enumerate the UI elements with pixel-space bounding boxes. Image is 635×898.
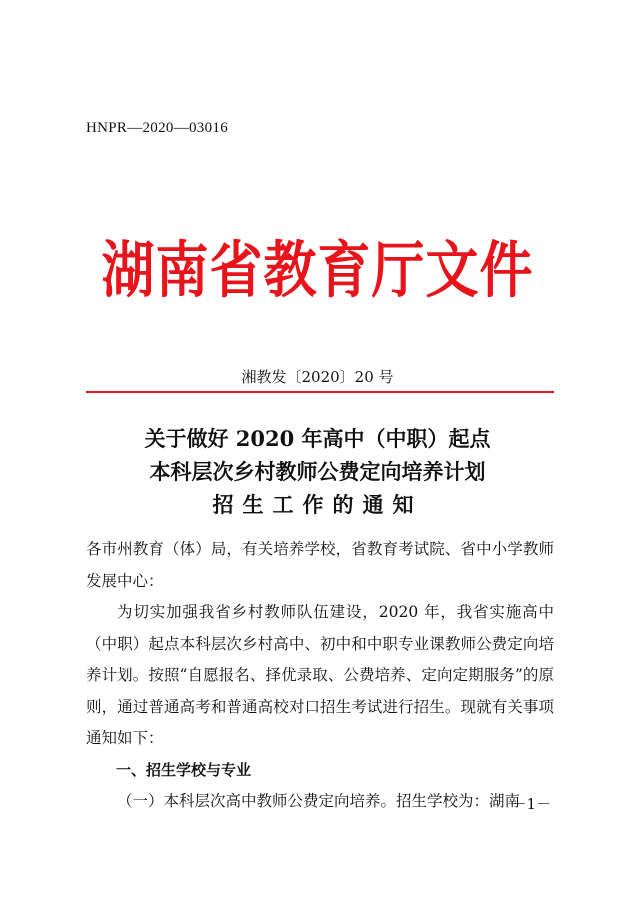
document-code: HNPR—2020—03016	[86, 120, 229, 136]
notice-title	[0, 422, 635, 521]
document-number: 湘教发〔2020〕20 号	[241, 368, 394, 386]
salutation: 各市州教育（体）局，有关培养学校，省教育考试院、省中小学教师发展中心：	[86, 540, 554, 590]
section-heading: 一、招生学校与专业	[116, 760, 252, 779]
notice-body	[86, 534, 554, 818]
title-line-2: 本科层次乡村教师公费定向培养计划	[149, 459, 486, 484]
intro-paragraph: 为切实加强我省乡村教师队伍建设，2020 年，我省实施高中（中职）起点本科层次乡村高中、初中和中职专业课教师公费定向培养计划。按照“自愿报名、择优录取、公费培养、定向定期服务”的原则，通过普通高考和普通高校对口招生考试进行招生。现就有关事项通知如下：	[86, 603, 554, 747]
red-divider-line	[86, 391, 554, 393]
title-line-3: 招生工作的通知	[212, 492, 423, 517]
title-line-1: 关于做好 2020 年高中（中职）起点	[144, 426, 491, 451]
page-number: －1－	[511, 795, 551, 813]
masthead-title: 湖南省教育厅文件	[101, 234, 534, 307]
section-paragraph: （一）本科层次高中教师公费定向培养。招生学校为：湖南	[117, 792, 521, 810]
